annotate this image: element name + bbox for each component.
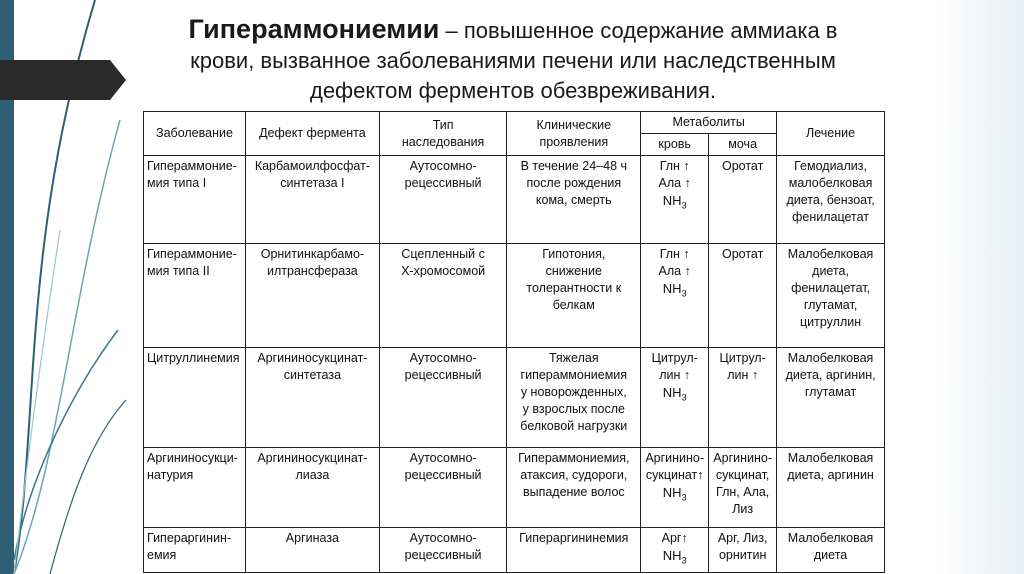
- cell-urine: [709, 448, 777, 528]
- cell-disease: [144, 244, 246, 348]
- disease-line: Гипераммоние-: [147, 159, 237, 173]
- cell-clinical: [507, 348, 641, 448]
- cell-disease: [144, 448, 246, 528]
- blood-line: Ала ↑: [658, 176, 691, 190]
- enzyme-line: Орнитинкарбамо-: [260, 247, 365, 261]
- inheritance-line: Аутосомно-: [409, 159, 477, 173]
- urine-line: Оротат: [721, 247, 764, 261]
- treatment-line: Малобелковая: [787, 351, 874, 365]
- clinical-line: В течение 24–48 ч: [520, 159, 628, 173]
- cell-enzyme: [245, 448, 379, 528]
- clinical-line: кома, смерть: [535, 193, 612, 207]
- cell-treatment: [777, 348, 885, 448]
- cell-blood: [641, 348, 709, 448]
- cell-clinical: [507, 448, 641, 528]
- cell-inheritance: [379, 348, 507, 448]
- clinical-line: Гипераммониемия,: [518, 451, 630, 465]
- urine-line: сукцинат,: [715, 468, 770, 482]
- title-term: Гипераммониемии: [188, 14, 440, 44]
- ammonia-symbol: NH: [662, 485, 682, 500]
- urine-line: Оротат: [721, 159, 764, 173]
- blood-line: Арг↑: [661, 531, 688, 545]
- clinical-line: снижение: [545, 264, 602, 278]
- hyperammonemia-table: [143, 111, 885, 573]
- clinical-line: толерантности к: [526, 281, 622, 295]
- disease-line: Цитруллинемия: [147, 351, 240, 365]
- treatment-line: глутамат: [804, 385, 857, 399]
- disease-line: мия типа II: [147, 264, 210, 278]
- disease-line: Гипераргинин-: [147, 531, 232, 545]
- cell-clinical: [507, 156, 641, 244]
- treatment-line: диета: [813, 548, 848, 562]
- cell-enzyme: [245, 348, 379, 448]
- treatment-line: диета, аргинин,: [785, 368, 876, 382]
- table-row: [144, 528, 885, 573]
- clinical-line: выпадение волос: [522, 485, 625, 499]
- inheritance-line: Аутосомно-: [409, 531, 477, 545]
- treatment-line: цитруллин: [800, 315, 862, 329]
- cell-enzyme: [245, 156, 379, 244]
- header-clinical-l1: Клинические: [536, 117, 612, 132]
- ammonia-formula: [644, 484, 705, 507]
- treatment-line: Малобелковая: [787, 247, 874, 261]
- cell-clinical: [507, 528, 641, 573]
- inheritance-line: Аутосомно-: [409, 351, 477, 365]
- urine-line: Аргинино-: [713, 451, 773, 465]
- cell-disease: [144, 156, 246, 244]
- treatment-line: Гемодиализ,: [794, 159, 867, 173]
- title-line-2: крови, вызванное заболеваниями печени или наследственным: [190, 48, 836, 73]
- cell-inheritance: [379, 528, 507, 573]
- ammonia-symbol: NH: [662, 193, 682, 208]
- blood-line: Цитрул-: [651, 351, 698, 365]
- header-treatment: Лечение: [777, 112, 885, 156]
- blood-line: лин ↑: [659, 368, 691, 382]
- clinical-line: белковой нагрузки: [520, 419, 628, 433]
- cell-blood: [641, 156, 709, 244]
- slide-content: [130, 0, 896, 574]
- urine-line: Глн, Ала,: [716, 485, 770, 499]
- inheritance-line: Аутосомно-: [409, 451, 477, 465]
- cell-disease: [144, 348, 246, 448]
- ammonia-formula: [644, 280, 705, 303]
- cell-inheritance: [379, 244, 507, 348]
- blood-line: сукцинат↑: [645, 468, 704, 482]
- clinical-line: у новорожденных,: [520, 385, 627, 399]
- title-line-3: дефектом ферментов обезвреживания.: [309, 78, 716, 103]
- inheritance-line: рецессивный: [404, 548, 482, 562]
- clinical-line: Гипотония,: [542, 247, 606, 261]
- disease-line: Гипераммоние-: [147, 247, 237, 261]
- inheritance-line: рецессивный: [404, 368, 482, 382]
- enzyme-line: синтетаза I: [280, 176, 345, 190]
- ammonia-subscript: 3: [681, 555, 687, 566]
- treatment-line: фенилацетат,: [791, 281, 871, 295]
- urine-line: Лиз: [732, 502, 754, 516]
- clinical-line: атаксия, судороги,: [520, 468, 628, 482]
- ammonia-symbol: NH: [662, 548, 682, 563]
- blood-line: Аргинино-: [645, 451, 705, 465]
- blood-line: Глн ↑: [659, 159, 690, 173]
- disease-line: натурия: [147, 468, 194, 482]
- right-edge-shade: [896, 0, 1024, 574]
- header-inheritance: [379, 112, 507, 156]
- header-enzyme: Дефект фермента: [245, 112, 379, 156]
- inheritance-line: рецессивный: [404, 176, 482, 190]
- cell-urine: [709, 156, 777, 244]
- treatment-line: фенилацетат: [792, 210, 870, 224]
- ammonia-subscript: 3: [681, 288, 687, 299]
- cell-enzyme: [245, 528, 379, 573]
- table: [143, 111, 885, 573]
- title-line-1: [130, 14, 896, 46]
- inheritance-line: рецессивный: [404, 468, 482, 482]
- clinical-line: Гипераргининемия: [519, 531, 629, 545]
- treatment-line: диета,: [812, 264, 849, 278]
- ammonia-subscript: 3: [681, 200, 687, 211]
- ammonia-formula: [644, 192, 705, 215]
- header-clinical: [507, 112, 641, 156]
- slide-marker-tab: [0, 60, 126, 100]
- cell-enzyme: [245, 244, 379, 348]
- treatment-line: малобелковая: [788, 176, 873, 190]
- table-row: [144, 448, 885, 528]
- header-clinical-l2: проявления: [539, 134, 609, 149]
- cell-treatment: [777, 528, 885, 573]
- clinical-line: у взрослых после: [522, 402, 625, 416]
- table-body: [144, 156, 885, 573]
- cell-treatment: [777, 448, 885, 528]
- header-inheritance-l1: Тип: [432, 117, 454, 132]
- inheritance-line: Сцепленный с: [401, 247, 485, 261]
- ammonia-symbol: NH: [662, 385, 682, 400]
- title-definition-start: – повышенное содержание аммиака в: [439, 18, 838, 43]
- ammonia-formula: [644, 547, 705, 570]
- urine-line: Арг, Лиз,: [717, 531, 768, 545]
- clinical-line: гипераммониемия: [520, 368, 628, 382]
- enzyme-line: Аргининосукцинат-: [257, 451, 368, 465]
- clinical-line: после рождения: [526, 176, 622, 190]
- clinical-line: Тяжелая: [548, 351, 599, 365]
- disease-line: мия типа I: [147, 176, 207, 190]
- urine-line: лин ↑: [727, 368, 759, 382]
- ammonia-subscript: 3: [681, 492, 687, 503]
- ammonia-symbol: NH: [662, 281, 682, 296]
- table-row: [144, 348, 885, 448]
- treatment-line: глутамат,: [803, 298, 858, 312]
- cell-inheritance: [379, 156, 507, 244]
- enzyme-line: лиаза: [295, 468, 330, 482]
- disease-line: Аргининосукци-: [147, 451, 238, 465]
- header-disease: Заболевание: [144, 112, 246, 156]
- clinical-line: белкам: [552, 298, 595, 312]
- ammonia-formula: [644, 384, 705, 407]
- cell-urine: [709, 528, 777, 573]
- disease-line: емия: [147, 548, 177, 562]
- enzyme-line: илтрансфераза: [267, 264, 358, 278]
- table-row: [144, 156, 885, 244]
- blood-line: Ала ↑: [658, 264, 691, 278]
- cell-blood: [641, 244, 709, 348]
- urine-line: орнитин: [718, 548, 767, 562]
- header-blood: кровь: [641, 134, 709, 156]
- header-urine: моча: [709, 134, 777, 156]
- ammonia-subscript: 3: [681, 392, 687, 403]
- enzyme-line: синтетаза: [283, 368, 342, 382]
- treatment-line: диета, бензоат,: [786, 193, 875, 207]
- enzyme-line: Аргиназа: [285, 531, 340, 545]
- header-inheritance-l2: наследования: [401, 134, 485, 149]
- cell-inheritance: [379, 448, 507, 528]
- cell-blood: [641, 448, 709, 528]
- cell-disease: [144, 528, 246, 573]
- cell-treatment: [777, 156, 885, 244]
- enzyme-line: Аргининосукцинат-: [257, 351, 368, 365]
- urine-line: Цитрул-: [719, 351, 766, 365]
- cell-treatment: [777, 244, 885, 348]
- cell-blood: [641, 528, 709, 573]
- slide-title: [130, 14, 896, 106]
- treatment-line: Малобелковая: [787, 451, 874, 465]
- treatment-line: диета, аргинин: [787, 468, 874, 482]
- cell-clinical: [507, 244, 641, 348]
- treatment-line: Малобелковая: [787, 531, 874, 545]
- inheritance-line: Х-хромосомой: [401, 264, 486, 278]
- table-row: [144, 244, 885, 348]
- cell-urine: [709, 348, 777, 448]
- header-metabolites: Метаболиты: [641, 112, 777, 134]
- enzyme-line: Карбамоилфосфат-: [254, 159, 370, 173]
- blood-line: Глн ↑: [659, 247, 690, 261]
- cell-urine: [709, 244, 777, 348]
